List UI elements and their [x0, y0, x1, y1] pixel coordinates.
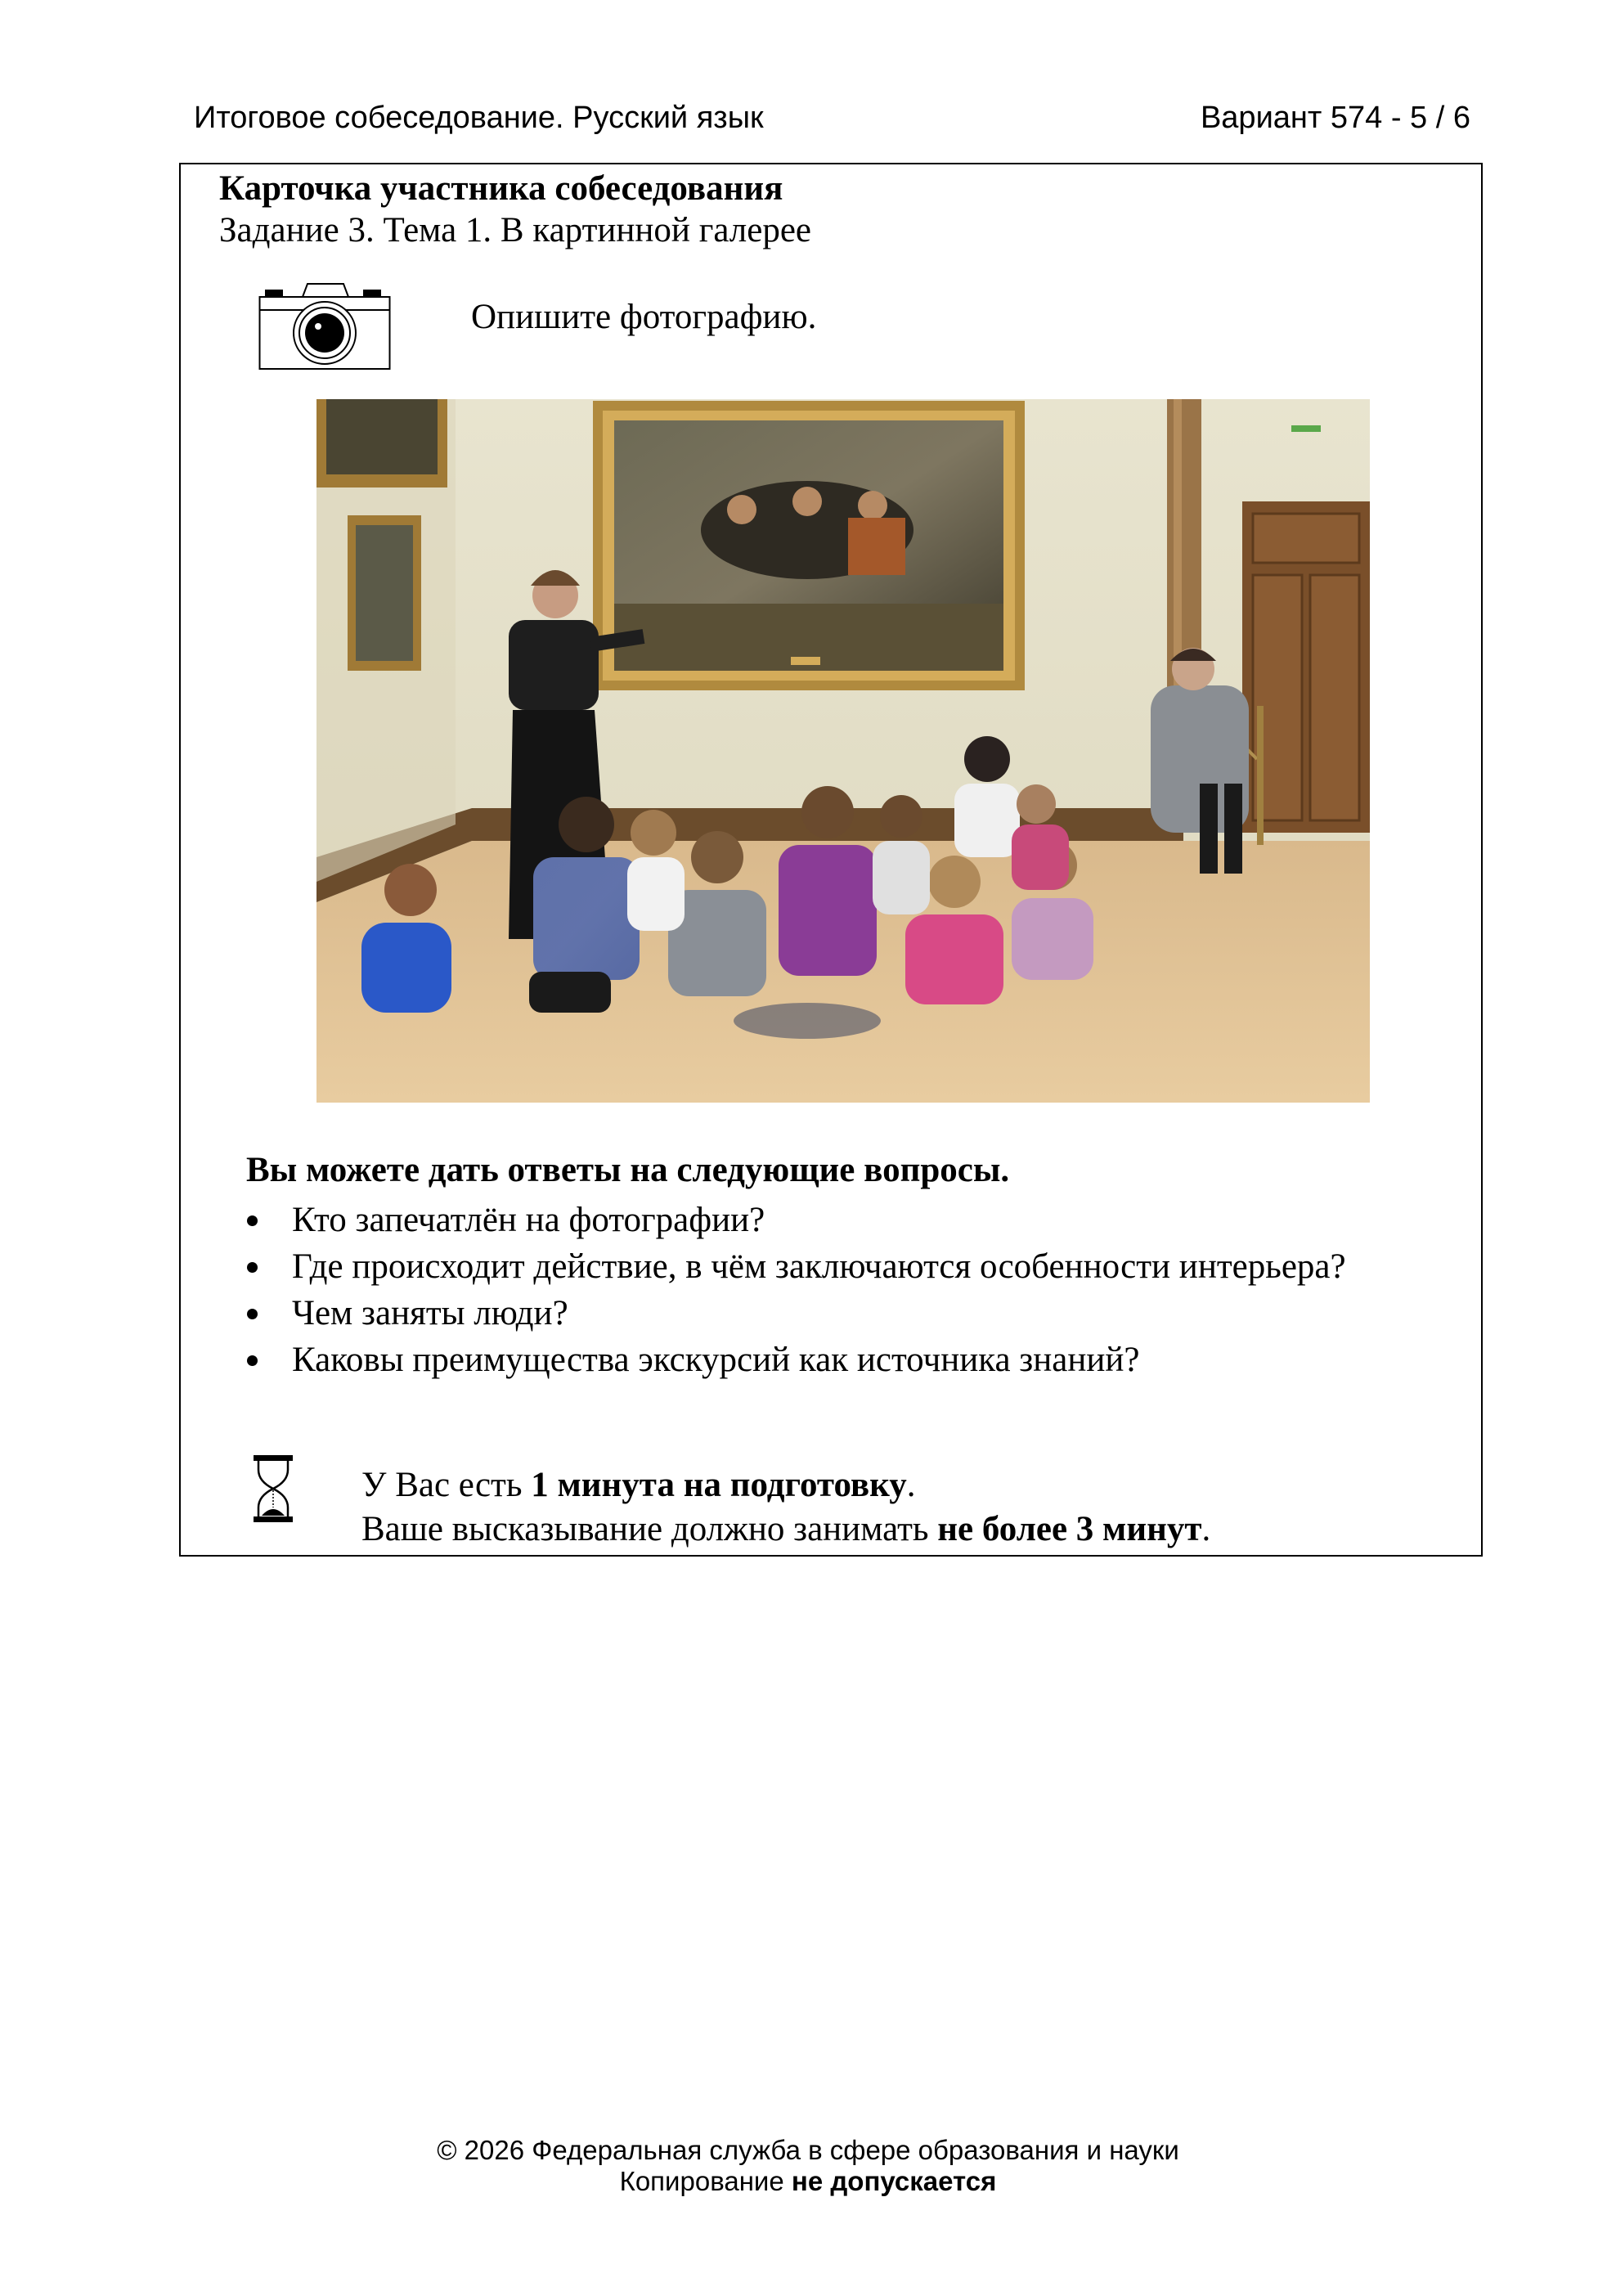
- museum-excursion-photo: [316, 399, 1370, 1103]
- question-item: Где происходит действие, в чём заключаются особенности интерьера?: [246, 1243, 1346, 1290]
- questions-lead: Вы можете дать ответы на следующие вопросы.: [246, 1151, 1010, 1189]
- header-left: Итоговое собеседование. Русский язык: [194, 101, 764, 135]
- questions-list: [246, 1197, 1346, 1383]
- hourglass-icon: [250, 1454, 296, 1524]
- participant-card: [179, 163, 1483, 1557]
- preparation-text: [361, 1463, 1210, 1552]
- camera-icon: [258, 281, 391, 371]
- header-right: Вариант 574 - 5 / 6: [1200, 101, 1470, 135]
- question-item: Чем заняты люди?: [246, 1290, 1346, 1337]
- footer-copy-notice: Копирование не допускается: [619, 2166, 997, 2196]
- footer-copyright: © 2026 Федеральная служба в сфере образования и науки: [437, 2135, 1179, 2165]
- question-item: Каковы преимущества экскурсий как источника знаний?: [246, 1337, 1346, 1383]
- card-title: Карточка участника собеседования: [219, 169, 783, 208]
- prep-line-1: У Вас есть 1 минута на подготовку.: [361, 1466, 916, 1504]
- instruction-text: Опишите фотографию.: [471, 298, 817, 336]
- prep-line-2: Ваше высказывание должно занимать не более 3 минут.: [361, 1510, 1211, 1548]
- question-item: Кто запечатлён на фотографии?: [246, 1197, 1346, 1243]
- card-subtitle: Задание 3. Тема 1. В картинной галерее: [219, 211, 812, 249]
